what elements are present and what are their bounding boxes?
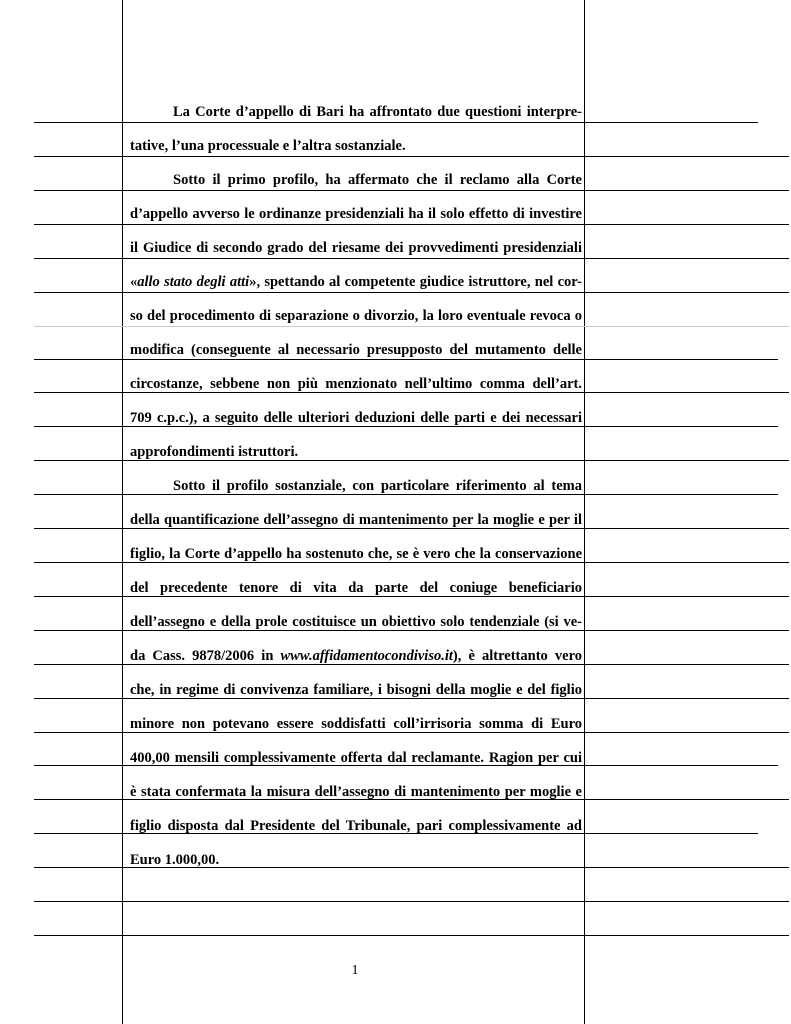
text-line: Sotto il primo profilo, ha affermato che il reclamo alla Corte (173, 172, 582, 188)
text-line: il Giudice di secondo grado del riesame dei provvedimenti presidenziali (130, 240, 582, 256)
text-line: tative, l’una processuale e l’altra sostanziale. (130, 138, 406, 154)
text-line: approfondimenti istruttori. (130, 444, 299, 460)
text-line: dell’assegno e della prole costituisce un obiettivo solo tendenziale (si ve- (130, 614, 582, 630)
text-line: figlio disposta dal Presidente del Tribunale, pari complessivamente ad (130, 818, 582, 834)
text-line: d’appello avverso le ordinanze presidenziali ha il solo effetto di investire (130, 206, 582, 222)
text-line: «allo stato degli atti», spettando al competente giudice istruttore, nel cor- (130, 274, 582, 290)
text-line: modifica (conseguente al necessario presupposto del mutamento delle (130, 342, 582, 358)
ruled-line (34, 901, 789, 902)
text-line: è stata confermata la misura dell’assegno di mantenimento per moglie e (130, 784, 582, 800)
right-margin-line (584, 0, 585, 1024)
text-line: La Corte d’appello di Bari ha affrontato due questioni interpre- (173, 104, 582, 120)
text-line: Sotto il profilo sostanziale, con particolare riferimento al tema (173, 478, 582, 494)
text-line: 400,00 mensili complessivamente offerta dal reclamante. Ragion per cui (130, 750, 582, 766)
page-number: 1 (351, 963, 359, 978)
text-line: che, in regime di convivenza familiare, i bisogni della moglie e del figlio (130, 682, 582, 698)
text-line: so del procedimento di separazione o divorzio, la loro eventuale revoca o (130, 308, 582, 324)
text-line: del precedente tenore di vita da parte del coniuge beneficiario (130, 580, 582, 596)
text-line: da Cass. 9878/2006 in www.affidamentocondiviso.it), è altrettanto vero (130, 648, 582, 664)
text-line: Euro 1.000,00. (130, 852, 220, 868)
left-margin-line (122, 0, 123, 1024)
text-line: 709 c.p.c.), a seguito delle ulteriori deduzioni delle parti e dei necessari (130, 410, 582, 426)
ruled-line (34, 935, 789, 936)
text-line: figlio, la Corte d’appello ha sostenuto che, se è vero che la conservazione (130, 546, 582, 562)
text-line: circostanze, sebbene non più menzionato nell’ultimo comma dell’art. (130, 376, 582, 392)
text-line: della quantificazione dell’assegno di mantenimento per la moglie e per il (130, 512, 582, 528)
text-line: minore non potevano essere soddisfatti coll’irrisoria somma di Euro (130, 716, 582, 732)
